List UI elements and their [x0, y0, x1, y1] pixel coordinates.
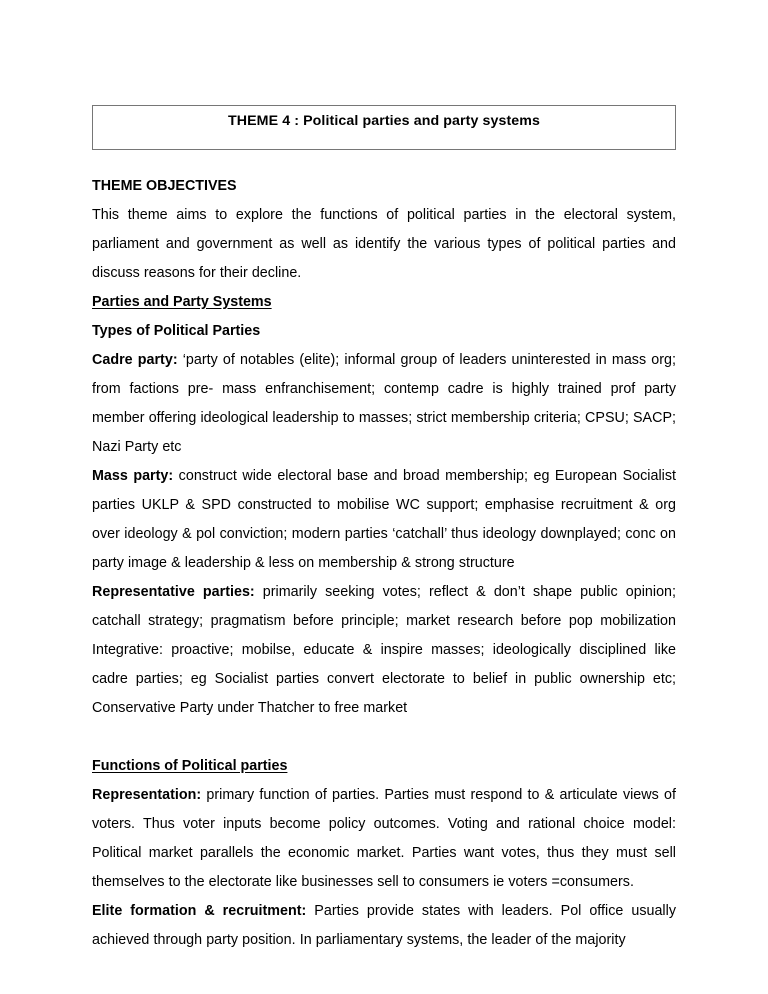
paragraph-cadre-party: [92, 346, 676, 462]
lead-representative-parties: Representative parties:: [92, 584, 255, 600]
body-mass-party: construct wide electoral base and broad membership; eg European Socialist parties UKLP & SPD constructed to mobilise WC support; emphasise recruitment & org over ideology & pol conviction; modern parties ‘catchall’ thus ideology downplayed; conc on party image & leadership & less on membership & strong structure: [92, 468, 676, 571]
body-representation: primary function of parties. Parties must respond to & articulate views of voters. Thus voter inputs become policy outcomes. Voting and rational choice model: Political market parallels the economic market. Parties want votes, thus they must sell themselves to the electorate like businesses sell to consumers ie voters =consumers.: [92, 787, 676, 890]
body-elite-formation-recruitment: Parties provide states with leaders. Pol office usually achieved through party position. In parliamentary systems, the leader of the majority: [92, 903, 676, 948]
lead-cadre-party: Cadre party:: [92, 352, 178, 368]
page-title: THEME 4 : Political parties and party systems: [228, 113, 540, 129]
lead-elite-formation-recruitment: Elite formation & recruitment:: [92, 903, 307, 919]
heading-functions-of-political-parties: Functions of Political parties: [92, 758, 288, 774]
lead-representation: Representation:: [92, 787, 202, 803]
heading-types-of-political-parties: Types of Political Parties: [92, 323, 261, 339]
lead-mass-party: Mass party:: [92, 468, 174, 484]
page-content: [92, 105, 676, 955]
section-gap: [92, 723, 676, 752]
paragraph-representative-parties: [92, 578, 676, 723]
paragraph-mass-party: [92, 462, 676, 578]
paragraph-theme-objectives-body: This theme aims to explore the functions of political parties in the electoral system, parliament and government as well as identify the various types of political parties and discuss reasons for their decline.: [92, 207, 676, 281]
paragraph-elite-formation-recruitment: [92, 897, 676, 955]
body-cadre-party: ‘party of notables (elite); informal group of leaders uninterested in mass org; from factions pre- mass enfranchisement; contemp cadre is highly trained prof party member offering ideological leadership to masses; strict membership criteria; CPSU; SACP; Nazi Party etc: [92, 352, 676, 455]
title-box-blank-line: [101, 131, 667, 149]
body-representative-parties: primarily seeking votes; reflect & don’t shape public opinion; catchall strategy; pragmatism before principle; market research before pop mobilization Integrative: proactive; mobilse, educate & inspire masses; ideologically disciplined like cadre parties; eg Socialist parties convert electorate to belief in public ownership etc; Conservative Party under Thatcher to free market: [92, 584, 677, 716]
heading-theme-objectives: THEME OBJECTIVES: [92, 178, 237, 194]
paragraph-representation: [92, 781, 676, 897]
theme-title-box: [92, 105, 676, 150]
heading-parties-and-party-systems: Parties and Party Systems: [92, 294, 272, 310]
